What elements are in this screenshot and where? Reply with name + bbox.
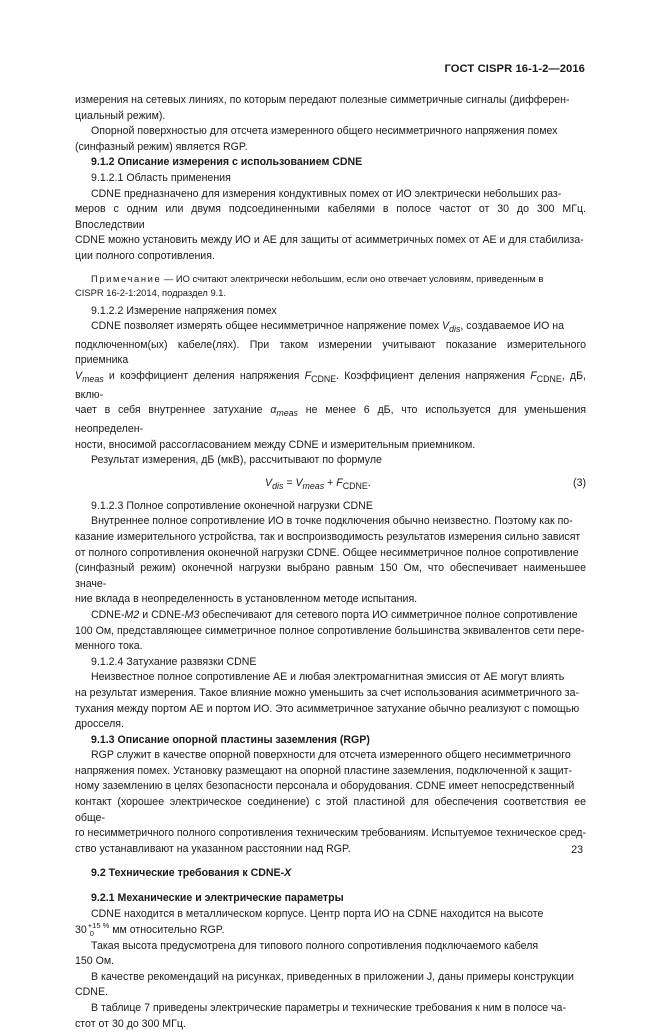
paragraph-line: CDNE предназначено для измерения кондуктивных помех от ИО электрически небольших раз- xyxy=(91,187,562,200)
text-run: 9.2 Технические требования к CDNE- xyxy=(91,867,285,880)
symbol-v: V xyxy=(75,370,83,383)
formula-3 xyxy=(75,474,586,496)
symbol-v: V xyxy=(295,476,303,489)
paragraph-line: казание измерительного устройства, так и воспроизводимость результатов измерения сильно зависят xyxy=(75,530,581,543)
paragraph-line: меров с одним или двумя подсоединенными кабелями в полосе частот от 30 до 300 МГц. Впоследствии xyxy=(75,203,586,231)
paragraph-line: подключенном(ых) кабеле(лях). При таком измерении учитывают показание измерительного приемника xyxy=(75,338,586,367)
paragraph-line: го несимметричного полного сопротивления техническим требованиям. Испытуемое техническое сред- xyxy=(75,827,586,840)
page-body xyxy=(75,93,586,1032)
paragraph-line: дросселя. xyxy=(75,718,124,731)
text-run: , создаваемое ИО на xyxy=(460,320,565,333)
paragraph-line: (синфазный режим) оконечной нагрузки выбрано равным 150 Ом, что обеспечивает наименьшее значе- xyxy=(75,562,586,590)
paragraph-line: ции полного сопротивления. xyxy=(75,249,215,262)
subsection-heading-9-1-2-3: 9.1.2.3 Полное сопротивление оконечной нагрузки CDNE xyxy=(91,499,373,512)
text-run: , дБ, вклю- xyxy=(75,370,587,401)
standard-header: ГОСТ CISPR 16-1-2—2016 xyxy=(444,63,585,75)
symbol-alpha: α xyxy=(270,404,277,417)
paragraph-line: ние вклада в неопределенность в установленном методе испытания. xyxy=(75,593,418,606)
subsection-heading-9-1-2-2: 9.1.2.2 Измерение напряжения помех xyxy=(91,304,277,317)
paragraph-line: RGP служит в качестве опорной поверхности для отсчета измеренного общего несимметричного xyxy=(91,749,571,762)
symbol-f: F xyxy=(336,476,343,489)
formula-number: (3) xyxy=(573,476,586,489)
text-run: . xyxy=(367,476,371,489)
paragraph-line: Опорной поверхностью для отсчета измеренного общего несимметричного напряжения помех xyxy=(91,125,558,138)
tolerance-lower: 0 xyxy=(89,929,94,939)
symbol-subscript: dis xyxy=(449,324,461,335)
symbol-f: F xyxy=(530,370,537,383)
note-text: — ИО считают электрически небольшим, если оно отвечает условиям, приведенным в xyxy=(161,272,544,284)
paragraph-line: Неизвестное полное сопротивление АЕ и любая электромагнитная эмиссия от АЕ могут влиять xyxy=(91,671,565,684)
paragraph-line: 100 Ом, представляющее симметричное полное сопротивление большинства эквивалентов сети пере- xyxy=(75,624,585,637)
subsection-heading-9-1-2-4: 9.1.2.4 Затухание развязки CDNE xyxy=(91,655,257,668)
paragraph-line xyxy=(75,369,586,403)
paragraph-line: ство устанавливают на указанном расстоянии над RGP. xyxy=(75,842,351,855)
paragraph-line: (синфазный режим) является RGP. xyxy=(75,140,248,153)
paragraph-line: от полного сопротивления оконечной нагрузки CDNE. Общее несимметричное полное сопротивление xyxy=(75,546,579,559)
section-heading-9-1-2: 9.1.2 Описание измерения с использованием CDNE xyxy=(91,156,363,169)
tolerance-upper: +15 % xyxy=(87,921,110,931)
symbol-v: V xyxy=(442,320,450,333)
paragraph-line: контакт (хорошее электрическое соединение) с этой пластиной для обеспечения соответствия ее обще- xyxy=(75,796,586,824)
paragraph-line: Внутреннее полное сопротивление ИО в точке подключения обычно неизвестно. Поэтому как по- xyxy=(91,515,573,528)
text-run: обеспечивают для сетевого порта ИО симметричное полное сопротивление xyxy=(199,608,578,621)
paragraph-line: В качестве рекомендаций на рисунках, приведенных в приложении J, даны примеры конструкции xyxy=(91,970,574,983)
text-run: и CDNE- xyxy=(139,608,185,621)
paragraph-line: менного тока. xyxy=(75,640,143,653)
paragraph-line: тухания между портом АЕ и портом ИО. Это асимметричное затухание обычно реализуют с помощью xyxy=(75,702,580,715)
note-label: Примечание xyxy=(91,272,162,284)
spacer xyxy=(75,857,586,866)
symbol-subscript: dis xyxy=(272,480,284,491)
paragraph-line: измерения на сетевых линиях, по которым передают полезные симметричные сигналы (дифферен- xyxy=(75,94,570,106)
symbol-v: V xyxy=(265,476,273,489)
symbol-f: F xyxy=(304,370,312,383)
paragraph-line: ному заземлению в целях безопасности персонала и оборудования. CDNE имеет непосредственный xyxy=(75,780,575,793)
tolerance xyxy=(88,922,109,938)
symbol-subscript: CDNE xyxy=(342,480,368,491)
symbol-x: X xyxy=(284,867,292,880)
page-number: 23 xyxy=(571,844,583,856)
note-block xyxy=(75,272,586,286)
paragraph-line: В таблице 7 приведены электрические параметры и технические требования к ним в полосе ча- xyxy=(91,1002,566,1014)
text-run: CDNE позволяет измерять общее несимметричное напряжение помех xyxy=(91,320,443,333)
paragraph-line: 150 Ом. xyxy=(75,955,115,968)
text-run: 30 xyxy=(75,924,87,937)
symbol-subscript: CDNE xyxy=(311,374,337,385)
paragraph-line xyxy=(75,922,586,938)
symbol-m2: M2 xyxy=(124,608,140,621)
symbol-m3: M3 xyxy=(184,608,200,621)
section-heading-9-2 xyxy=(75,866,586,882)
paragraph-line: стот от 30 до 300 МГц. xyxy=(75,1017,186,1030)
symbol-subscript: meas xyxy=(82,374,104,385)
paragraph-line: циальный режим). xyxy=(75,109,166,122)
section-heading-9-1-3: 9.1.3 Описание опорной пластины заземления (RGP) xyxy=(91,733,370,746)
text-run: не менее 6 дБ, что используется для уменьшения неопределен- xyxy=(75,404,586,436)
paragraph-line: напряжения помех. Установку размещают на опорной пластине заземления, подключенной к защит- xyxy=(75,764,572,777)
paragraph-line: Результат измерения, дБ (мкВ), рассчитывают по формуле xyxy=(91,454,382,467)
subsection-heading-9-1-2-1: 9.1.2.1 Область применения xyxy=(91,171,231,184)
text-run: = xyxy=(283,476,296,489)
paragraph-line xyxy=(75,319,586,338)
paragraph-line: ности, вносимой рассогласованием между CDNE и измерительным приемником. xyxy=(75,438,476,451)
paragraph-line: на результат измерения. Такое влияние можно уменьшить за счет использования асимметричного за- xyxy=(75,686,580,699)
section-heading-9-2-1: 9.2.1 Механические и электрические параметры xyxy=(91,892,344,905)
paragraph-line: Такая высота предусмотрена для типового полного сопротивления подключаемого кабеля xyxy=(91,939,539,952)
note-continuation: CISPR 16-2-1:2014, подраздел 9.1. xyxy=(75,286,227,298)
text-run: чает в себя внутреннее затухание xyxy=(75,404,271,417)
symbol-subscript: meas xyxy=(276,408,298,419)
symbol-subscript: meas xyxy=(302,480,325,491)
spacer xyxy=(75,882,586,891)
text-run: . Коэффициент деления напряжения xyxy=(336,370,531,383)
paragraph-line: CDNE находится в металлическом корпусе. Центр порта ИО на CDNE находится на высоте xyxy=(91,907,544,920)
text-run: CDNE- xyxy=(91,608,125,621)
symbol-subscript: CDNE xyxy=(536,374,562,385)
paragraph-line: CDNE. xyxy=(75,986,108,999)
text-run: + xyxy=(324,476,337,489)
text-run: и коэффициент деления напряжения xyxy=(103,370,305,383)
paragraph-line xyxy=(75,608,586,624)
paragraph-line xyxy=(75,403,586,437)
formula-expression xyxy=(265,476,371,495)
text-run: мм относительно RGP. xyxy=(109,924,225,937)
paragraph-line: CDNE можно установить между ИО и АЕ для защиты от асимметричных помех от АЕ и для стабилиза- xyxy=(75,234,584,247)
